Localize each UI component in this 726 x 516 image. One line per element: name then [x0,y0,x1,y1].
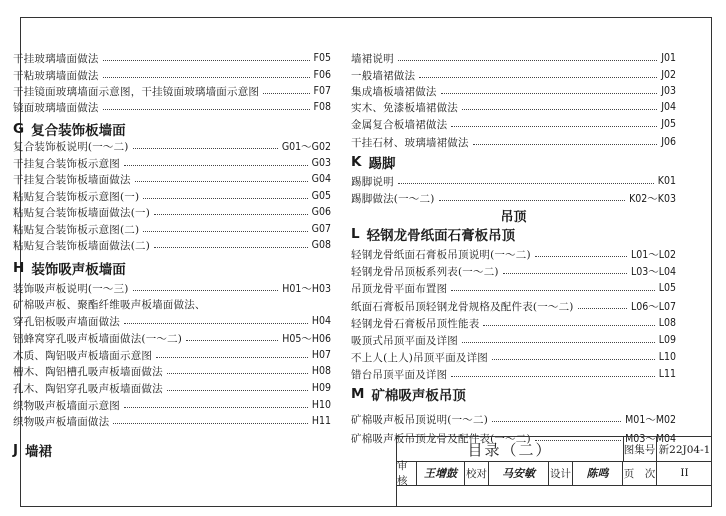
dot-leader [483,324,654,326]
entry-page: J01 [661,52,676,64]
entry-title: 墙裙说明 [351,52,394,65]
toc-entry[interactable] [351,349,676,365]
entry-page: G03 [311,157,331,169]
toc-entry[interactable] [351,332,676,348]
entry-page: J04 [661,101,676,113]
entry-title: 金属复合板墙裙做法 [351,118,448,131]
entry-title: 矿棉吸声板吊顶龙骨及配件表(一～二) [351,432,531,445]
entry-title: 吸顶式吊顶平面及详图 [351,334,458,347]
entry-title: 干挂玻璃墙面做法 [13,52,99,65]
reviewer-signature: 王增鼓 [417,461,465,485]
entry-title: 不上人(上人)吊顶平面及详图 [351,351,488,364]
dot-leader [133,147,278,149]
toc-entry[interactable] [351,116,676,132]
entry-title: 镜面玻璃墙面做法 [13,101,99,114]
entry-title: 孔木、陶铝穿孔吸声板墙面做法 [13,382,163,395]
entry-page: J05 [661,118,676,130]
entry-page: G04 [311,173,331,185]
entry-title: 粘贴复合装饰板墙面做法(二) [13,239,150,252]
entry-page: L09 [658,334,676,346]
dot-leader [398,182,654,184]
dot-leader [124,406,308,408]
toc-entry[interactable] [351,67,676,83]
entry-page: L01～L02 [630,248,676,261]
dot-leader [503,272,627,274]
toc-entry[interactable] [351,315,676,331]
title-block-row-2 [397,461,712,486]
dot-leader [473,143,657,145]
section-heading [13,119,126,139]
dot-leader [103,76,310,78]
entry-page: L05 [658,282,676,294]
dot-leader [186,339,278,341]
entry-title: 穿孔铝板吸声墙面做法 [13,315,120,328]
title-block-row-1 [397,437,712,462]
dot-leader [492,358,655,360]
toc-entry[interactable] [351,366,676,382]
entry-page: G08 [311,239,331,251]
entry-page: K01 [657,175,676,187]
entry-page: K02～K03 [629,192,676,205]
toc-entry[interactable] [351,83,676,99]
dot-leader [492,420,621,422]
entry-title: 复合装饰板说明(一～二) [13,140,129,153]
dot-leader [103,108,310,110]
entry-page: M03～M04 [625,432,676,445]
entry-page: H01～H03 [282,282,331,295]
title-block [396,436,712,507]
entry-title: 织物吸声板墙面做法 [13,415,110,428]
dot-leader [462,341,655,343]
entry-page: L11 [658,368,676,380]
entry-page: F08 [313,101,331,113]
entry-page: J03 [661,85,676,97]
section-title: 踢脚 [368,156,396,172]
toc-entry-continued[interactable] [13,296,331,312]
toc-entry[interactable] [13,138,331,154]
entry-page: G01～G02 [281,140,331,153]
entry-title: 轻钢龙骨石膏板吊顶性能表 [351,317,480,330]
entry-title: 矿棉吸声板、聚酯纤维吸声板墙面做法、 [13,298,206,311]
dot-leader [451,289,654,291]
section-code: K [351,154,362,170]
section-heading [351,384,466,404]
toc-entry[interactable] [13,204,331,220]
toc-entry[interactable] [13,237,331,253]
section-heading [13,440,52,460]
entry-title: 踢脚做法(一～二) [351,192,435,205]
check-label: 校对 [465,461,489,485]
dot-leader [451,125,657,127]
entry-page: H04 [311,315,331,327]
toc-entry[interactable] [13,50,331,66]
designer-signature: 陈鸣 [573,461,623,485]
toc-entry[interactable] [13,347,331,363]
toc-entry[interactable] [13,221,331,237]
entry-title: 铝蜂窝穿孔吸声板墙面做法(一～二) [13,332,183,345]
toc-entry[interactable] [13,83,331,99]
section-title: 矿棉吸声板吊顶 [371,388,466,404]
dot-leader [535,255,627,257]
entry-page: H08 [311,365,331,377]
toc-entry[interactable] [13,397,331,413]
dot-leader [154,213,308,215]
dot-leader [263,92,309,94]
entry-page: L10 [658,351,676,363]
section-title: 复合装饰板墙面 [31,123,126,139]
section-heading [13,258,126,278]
toc-entry[interactable] [351,411,676,427]
category-heading: 吊顶 [500,210,527,225]
atlas-number: 新22J04-1 [658,443,711,456]
entry-title: 粘贴复合装饰板墙面做法(一) [13,206,150,219]
dot-leader [439,199,626,201]
dot-leader [167,372,308,374]
section-title: 装饰吸声板墙面 [31,262,126,278]
checker-signature: 马安敏 [489,461,549,485]
entry-title: 干挂石材、玻璃墙裙做法 [351,136,469,149]
entry-title: 一般墙裙做法 [351,69,416,82]
section-heading [351,152,395,172]
toc-entry[interactable] [351,298,676,314]
entry-title: 木质、陶铝吸声板墙面示意图 [13,349,153,362]
toc-entry[interactable] [351,263,676,279]
toc-entry[interactable] [13,188,331,204]
toc-entry[interactable] [13,67,331,83]
toc-entry[interactable] [13,171,331,187]
section-code: G [13,121,25,137]
toc-entry[interactable] [351,173,676,189]
entry-title: 干挂复合装饰板示意图 [13,157,120,170]
dot-leader [135,180,308,182]
entry-page: G05 [311,190,331,202]
entry-page: G06 [311,206,331,218]
entry-page: H11 [311,415,331,427]
toc-entry[interactable] [351,246,676,262]
dot-leader [167,389,308,391]
entry-page: L06～L07 [630,300,676,313]
toc-entry[interactable] [13,99,331,115]
review-label: 审核 [397,461,417,485]
entry-page: F07 [313,85,331,97]
dot-leader [441,92,658,94]
entry-title: 粘贴复合装饰板示意图(二) [13,223,140,236]
entry-title: 干挂镜面玻璃墙面示意图，干挂镜面玻璃墙面示意图 [13,85,260,98]
page-number: II [680,467,689,479]
toc-entry[interactable] [351,99,676,115]
entry-title: 集成墙板墙裙做法 [351,85,437,98]
entry-title: 干挂复合装饰板墙面做法 [13,173,131,186]
entry-title: 轻钢龙骨吊顶板系列表(一～二) [351,265,499,278]
dot-leader [398,59,657,61]
section-title: 墙裙 [25,444,53,460]
dot-leader [124,322,308,324]
entry-page: F05 [313,52,331,64]
entry-title: 干粘玻璃墙面做法 [13,69,99,82]
page-label: 页 次 [623,461,657,485]
dot-leader [143,230,307,232]
toc-entry[interactable] [351,280,676,296]
toc-entry[interactable] [13,363,331,379]
section-title: 轻钢龙骨纸面石膏板吊顶 [366,228,516,244]
entry-title: 实木、免漆板墙裙做法 [351,101,458,114]
dot-leader [124,164,308,166]
dot-leader [451,375,654,377]
entry-page: L03～L04 [630,265,676,278]
entry-page: J06 [661,136,676,148]
dot-leader [419,76,657,78]
atlas-number-label: 图集号 [623,437,657,461]
toc-entry[interactable] [13,330,331,346]
toc-entry[interactable] [13,280,331,296]
dot-leader [143,197,307,199]
dot-leader [462,108,657,110]
dot-leader [154,246,308,248]
dot-leader [133,289,279,291]
entry-page: H09 [311,382,331,394]
toc-entry[interactable] [351,190,676,206]
dot-leader [113,422,308,424]
entry-title: 装饰吸声板说明(一～三) [13,282,129,295]
entry-title: 踢脚说明 [351,175,394,188]
entry-page: G07 [311,223,331,235]
entry-page: L08 [658,317,676,329]
entry-page: F06 [313,69,331,81]
dot-leader [103,59,310,61]
entry-page: J02 [661,69,676,81]
entry-title: 错台吊顶平面及详图 [351,368,448,381]
document-title: 目录（二） [397,437,624,461]
design-label: 设计 [549,461,573,485]
entry-title: 织物吸声板墙面示意图 [13,399,120,412]
entry-title: 轻钢龙骨纸面石膏板吊顶说明(一～二) [351,248,531,261]
toc-entry[interactable] [13,380,331,396]
entry-page: M01～M02 [625,413,676,426]
entry-page: H05～H06 [282,332,331,345]
entry-title: 槽木、陶铝槽孔吸声板墙面做法 [13,365,163,378]
toc-entry[interactable] [13,413,331,429]
section-code: J [13,442,19,458]
entry-page: H07 [311,349,331,361]
entry-title: 吊顶龙骨平面布置图 [351,282,448,295]
entry-title: 粘贴复合装饰板示意图(一) [13,190,140,203]
dot-leader [578,307,627,309]
section-code: M [351,386,365,402]
entry-title: 矿棉吸声板吊顶说明(一～二) [351,413,488,426]
toc-entry[interactable] [13,155,331,171]
section-heading [351,224,515,244]
entry-page: H10 [311,399,331,411]
toc-entry[interactable] [351,134,676,150]
toc-entry[interactable] [13,313,331,329]
toc-entry[interactable] [351,50,676,66]
section-code: H [13,260,25,276]
dot-leader [156,356,308,358]
section-code: L [351,226,360,242]
entry-title: 纸面石膏板吊顶轻钢龙骨规格及配件表(一～二) [351,300,574,313]
